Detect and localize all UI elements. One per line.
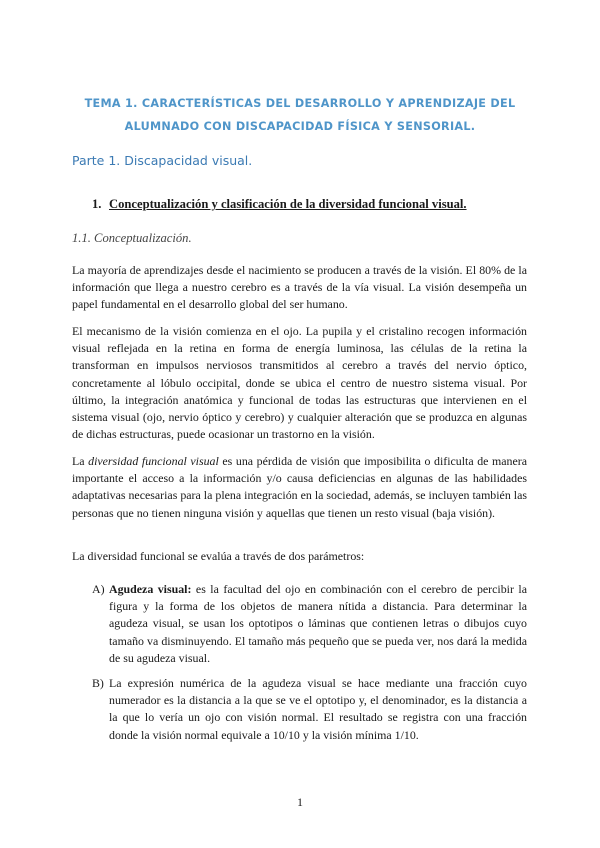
subsection-heading: 1.1. Conceptualización. bbox=[72, 231, 192, 245]
paragraph-3-rest: es una pérdida de visión que imposibilita o dificulta de manera importante el acceso a la información y/o causa deficiencias en algunas de las habilidades adaptativas necesarias para la plena integración en la sociedad, además, se incluyen también las personas que no tienen ninguna visión y aquellas que tienen un resto visual (baja visión). bbox=[72, 454, 527, 520]
list-marker-b: B) bbox=[92, 676, 104, 690]
paragraph-4: La diversidad funcional se evalúa a través de dos parámetros: bbox=[72, 549, 365, 563]
part-heading: Parte 1. Discapacidad visual. bbox=[72, 153, 253, 168]
list-item-a-body bbox=[109, 581, 527, 667]
paragraph-1: La mayoría de aprendizajes desde el nacimiento se producen a través de la visión. El 80% de la información que llega a nuestro cerebro es a través de la vía visual. La visión desempeña un papel fundamental en el desarrollo global del ser humano. bbox=[72, 263, 527, 312]
list-item-a-text: es la facultad del ojo en combinación con el cerebro de percibir la figura y la forma de los objetos de manera nítida a distancia. Para determinar la agudeza visual, se usan los optotipos o láminas que contienen letras o dibujos cuyo tamaño va disminuyendo. El tamaño más pequeño que se pueda ver, nos dará la medida de su agudeza visual. bbox=[109, 582, 527, 665]
list-item-a bbox=[92, 581, 527, 667]
list-item-b bbox=[92, 675, 527, 744]
paragraph-3-start: La bbox=[72, 454, 89, 468]
paragraph-2: El mecanismo de la visión comienza en el ojo. La pupila y el cristalino recogen información visual reflejada en la retina en forma de energía luminosa, las células de la retina la transforman en impulsos nerviosos transmitidos al cerebro a través del nervio óptico, concretamente al lóbulo occipital, donde se ubica el centro de nuestro sistema visual. Por último, la integración anatómica y funcional de todas las estructuras que intervienen en el sistema visual (ojo, nervio óptico y cerebro) y cualquier alteración que se produzca en algunas de dichas estructuras, puede ocasionar un trastorno en la visión. bbox=[72, 324, 527, 442]
list-item-b-text: La expresión numérica de la agudeza visual se hace mediante una fracción cuyo numerador es la distancia a la que se ve el optotipo y, el denominador, es la distancia a la que lo vería un ojo con visión normal. El resultado se registra con una fracción donde la visión normal equivale a 10/10 y la visión mínima 1/10. bbox=[109, 676, 527, 742]
list-marker-a: A) bbox=[92, 582, 105, 596]
list-item-a-term: Agudeza visual: bbox=[109, 582, 192, 596]
section-title: Conceptualización y clasificación de la diversidad funcional visual. bbox=[109, 197, 467, 211]
title-line-2: ALUMNADO CON DISCAPACIDAD FÍSICA Y SENSORIAL. bbox=[124, 120, 476, 133]
paragraph-3 bbox=[72, 453, 527, 522]
section-heading bbox=[92, 197, 467, 212]
section-number: 1. bbox=[92, 197, 102, 211]
paragraph-3-italic-term: diversidad funcional visual bbox=[88, 454, 219, 468]
page-number: 1 bbox=[297, 795, 303, 809]
title-line-1: TEMA 1. CARACTERÍSTICAS DEL DESARROLLO Y APRENDIZAJE DEL bbox=[84, 97, 516, 110]
document-title bbox=[80, 92, 520, 138]
